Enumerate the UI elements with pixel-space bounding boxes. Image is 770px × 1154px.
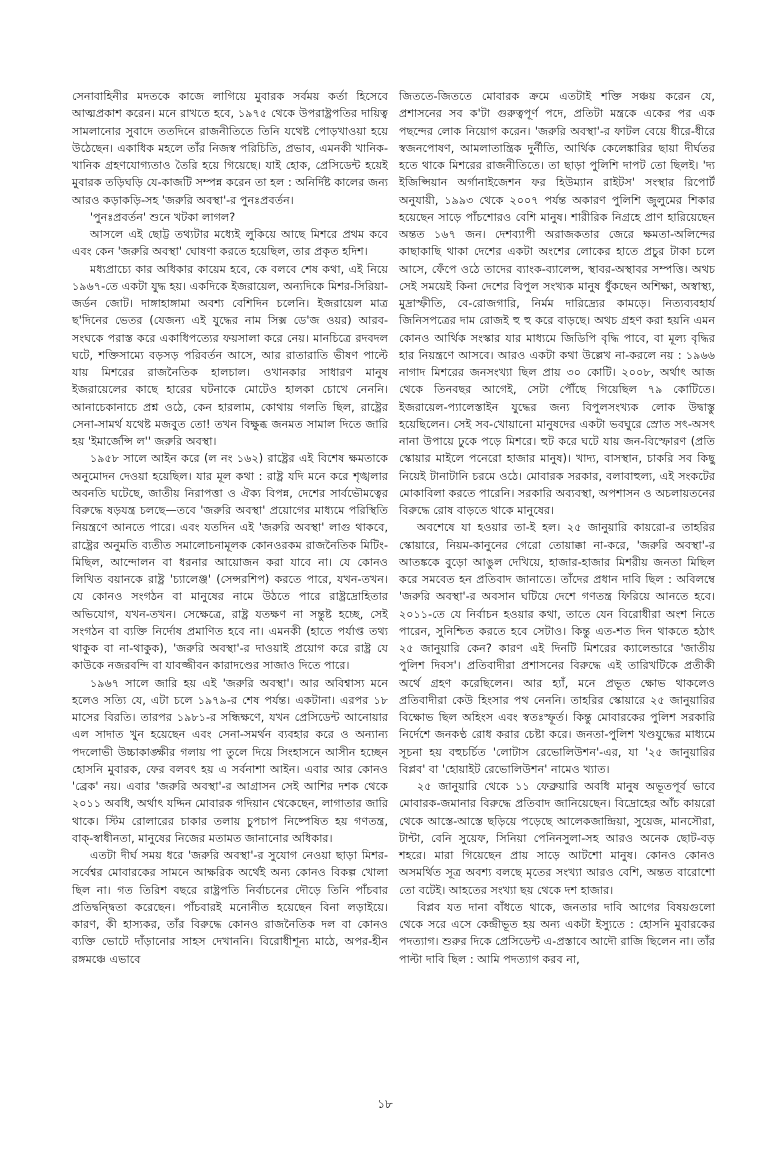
paragraph: বিপ্লব যত দানা বাঁধতে থাকে, জনতার দাবি আগের বিষয়গুলো থেকে সরে এসে কেন্দ্রীভূত হয় অন্য একটা ইস্যুতে : হোসনি মুবারকের পদত্যাগ। শুরুর দিকে প্রেসিডেন্ট এ-প্রস্তাবে আদৌ রাজি ছিলেন না। তাঁর পাল্টা দাবি ছিল : আমি পদত্যাগ করব না, xyxy=(399,900,715,966)
paragraph: আসলে এই ছোট্ট তথ্যটার মধ্যেই লুকিয়ে আছে মিশরে প্রথম কবে এবং কেন 'জরুরি অবস্থা' ঘোষণা করতে হয়েছিল, তার প্রকৃত হদিশ। xyxy=(72,228,388,259)
paragraph: এতটা দীর্ঘ সময় ধরে 'জরুরি অবস্থা'-র সুযোগ নেওয়া ছাড়া মিশর-সর্বেশ্বর মোবারকের সামনে আক্ষরিক অর্থেই অন্য কোনও বিকল্প খোলা ছিল না। গত তিরিশ বছরে রাষ্ট্রপতি নির্বাচনের দৌড়ে তিনি পাঁচবার প্রতিদ্বন্দ্বিতা করেছেন। পাঁচবারই মনোনীত হয়েছেন বিনা লড়াইয়ে। কারণ, কী হাস্যকর, তাঁর বিরুদ্ধে কোনও রাজনৈতিক দল বা কোনও ব্যক্তি ভোটে দাঁড়ানোর সাহস দেখাননি। বিরোধীশূন্য মাঠে, অপর-হীন রঙ্গমঞ্চে এভাবে xyxy=(72,849,388,966)
paragraph: 'পুনঃপ্রবর্তন' শুনে খটকা লাগল? xyxy=(90,210,236,224)
left-column xyxy=(72,88,388,968)
paragraph: জিততে-জিততে মোবারক ক্রমে এতটাই শক্তি সঞ্চয় করেন যে, প্রশাসনের সব ক'টা গুরুত্বপূর্ণ পদে, প্রতিটা মন্ত্রকে একের পর এক পছন্দের লোক নিয়োগ করেন। 'জরুরি অবস্থা'-র ফাটল বেয়ে ধীরে-ধীরে স্বজনপোষণ, আমলাতান্ত্রিক দুর্নীতি, আর্থিক কেলেঙ্কারির ছায়া দীর্ঘতর হতে থাকে মিশরের রাজনীতিতে। তা ছাড়া পুলিশি দাপট তো ছিলই। 'দ্য ইজিপ্সিয়ান অর্গানাইজেশন ফর হিউম্যান রাইটস' সংস্থার রিপোর্ট অনুযায়ী, ১৯৯৩ থেকে ২০০৭ পর্যন্ত অকারণ পুলিশি জুলুমের শিকার হয়েছেন সাড়ে পাঁচশোরও বেশি মানুষ। শারীরিক নিগ্রহে প্রাণ হারিয়েছেন অন্তত ১৬৭ জন। দেশব্যাপী অরাজকতার জেরে ক্ষমতা-অলিন্দের কাছাকাছি থাকা দেশের একটা অংশের লোকের হাতে প্রচুর টাকা চলে আসে, ফেঁপে ওঠে তাদের ব্যাংক-ব্যালেন্স, স্থাবর-অস্থাবর সম্পত্তি। অথচ সেই সময়েই কিনা দেশের বিপুল সংখ্যক মানুষ ধুঁকছেন অশিক্ষা, অস্বাস্থ্য, মুদ্রাস্ফীতি, বে-রোজগারি, নির্মম দারিদ্র্যের কামড়ে। নিত্যব্যবহার্য জিনিসপত্রের দাম রোজই হু হু করে বাড়ছে। অথচ গ্রহণ করা হয়নি এমন কোনও আর্থিক সংস্কার যার মাধ্যমে জিডিপি বৃদ্ধি পাবে, বা মূল্য বৃদ্ধির হার নিয়ন্ত্রণে আসবে। আরও একটা কথা উল্লেখ না-করলে নয় : ১৯৬৬ নাগাদ মিশরের জনসংখ্যা ছিল প্রায় ৩০ কোটি। ২০০৮, অর্থাৎ আজ থেকে তিনবছর আগেই, সেটা পৌঁছে গিয়েছিল ৭৯ কোটিতে। ইজরায়েল-প্যালেস্তাইন যুদ্ধের জন্য বিপুলসংখ্যক লোক উদ্বাস্তু হয়েছিলেন। সেই সব-খোয়ানো মানুষদের একটা ভবঘুরে স্রোত সৎ-অসৎ নানা উপায়ে ঢুকে পড়ে মিশরে। হুট করে ঘটে যায় জন-বিস্ফোরণ (প্রতি স্কোয়ার মাইলে পনেরো হাজার মানুষ)। খাদ্য, বাসস্থান, চাকরি সব কিছু নিয়েই টানাটানি চরমে ওঠে। মোবারক সরকার, বলাবাহুল্য, এই সংকটের মোকাবিলা করতে পারেনি। সরকারি অব্যবস্থা, অপশাসন ও অচলায়তনের বিরুদ্ধে রোষ বাড়তে থাকে মানুষের। xyxy=(399,90,715,517)
paragraph: ২৫ জানুয়ারি থেকে ১১ ফেব্রুয়ারি অবধি মানুষ অভূতপূর্ব ভাবে মোবারক-জমানার বিরুদ্ধে প্রতিবাদ জানিয়েছেন। বিদ্রোহের আঁচ কায়রো থেকে আস্তে-আস্তে ছড়িয়ে পড়েছে আলেকজান্দ্রিয়া, সুয়েজ, মানসৌরা, টান্টা, বেনি সুয়েফ, সিনিয়া পেনিনসুলা-সহ আরও অনেক ছোট-বড় শহরে। মারা গিয়েছেন প্রায় সাড়ে আটশো মানুষ। কোনও কোনও অসমর্থিত সূত্র অবশ্য বলছে মৃতের সংখ্যা আরও বেশি, অন্তত বারোশো তো বটেই। আহতের সংখ্যা ছয় থেকে দশ হাজার। xyxy=(399,780,715,897)
right-column xyxy=(399,88,715,968)
paragraph: মধ্যপ্রাচ্যে কার অধিকার কায়েম হবে, কে বলবে শেষ কথা, এই নিয়ে ১৯৬৭-তে একটা যুদ্ধ হয়। একদিকে ইজরায়েল, অন্যদিকে মিশর-সিরিয়া-জর্ডন জোট। দাঙ্গাহাঙ্গামা অবশ্য বেশিদিন চলেনি। ইজরায়েল মাত্র ছ'দিনের ভেতর (যেজন্য এই যুদ্ধের নাম সিক্স ডে'জ ওয়র) আরব-সংঘকে পরাস্ত করে একাধিপত্যের ফয়সালা করে নেয়। মানচিত্রে রদবদল ঘটে, শক্তিসাম্যে বড়সড় পরিবর্তন আসে, আর রাতারাতি ভীষণ পাল্টে যায় মিশরের রাজনৈতিক হালচাল। ওখানকার সাধারণ মানুষ ইজরায়েলের কাছে হারের ঘটনাকে মোটেও হালকা চোখে নেননি। আনাচেকানাচে প্রশ্ন ওঠে, কেন হারলাম, কোথায় গলতি ছিল, রাষ্ট্রের সেনা-সামর্থ যথেষ্ট মজবুত তো! তখন বিক্ষুব্ধ জনমত সামাল দিতে জারি হয় 'ইমার্জেন্সি ল'' জরুরি অবস্থা। xyxy=(72,262,388,448)
paragraph: সেনাবাহিনীর মদতকে কাজে লাগিয়ে মুবারক সর্বময় কর্তা হিসেবে আত্মপ্রকাশ করেন। মনে রাখতে হবে, ১৯৭৫ থেকে উপরাষ্ট্রপতির দায়িত্ব সামলানোর সুবাদে ততদিনে রাজনীতিতে তিনি যথেষ্ট পোড়খাওয়া হয়ে উঠেছেন। একাধিক মহলে তাঁর নিজস্ব পরিচিতি, প্রভাব, এমনকী খানিক-খানিক গ্রহণযোগ্যতাও তৈরি হয়ে গিয়েছে। যাই হোক, প্রেসিডেন্ট হয়েই মুবারক তড়িঘড়ি যে-কাজটি সম্পন্ন করেন তা হল : অনির্দিষ্ট কালের জন্য আরও কড়াকড়ি-সহ 'জরুরি অবস্থা'-র পুনঃপ্রবর্তন। xyxy=(72,90,388,207)
paragraph: ১৯৬৭ সালে জারি হয় এই 'জরুরি অবস্থা'। আর অবিশ্বাস্য মনে হলেও সত্যি যে, এটা চলে ১৯৭৯-র শেষ পর্যন্ত। একটানা। এরপর ১৮ মাসের বিরতি। তারপর ১৯৮১-র সন্ধিক্ষণে, যখন প্রেসিডেন্ট আনোয়ার এল সাদাত খুন হয়েছেন এবং সেনা-সমর্থন ব্যবহার করে ও অন্যান্য পদলোভী উচ্চাকাঙ্ক্ষীর গলায় পা তুলে দিয়ে সিংহাসনে আসীন হচ্ছেন হোসনি মুবারক, ফের বলবৎ হয় এ সর্বনাশা আইন। এবার আর কোনও 'ব্রেক' নয়। এবার 'জরুরি অবস্থা'-র আগ্রাসন সেই আশির দশক থেকে ২০১১ অবধি, অর্থাৎ যদ্দিন মোবারক গদিয়ান থেকেছেন, লাগাতার জারি থাকে। স্টিম রোলারের চাকার তলায় চুপচাপ নিষ্পেষিত হয় গণতন্ত্র, বাক্-স্বাধীনতা, মানুষের নিজের মতামত জানানোর অধিকার। xyxy=(72,676,388,845)
paragraph: ১৯৫৮ সালে আইন করে (ল নং ১৬২) রাষ্ট্রের এই বিশেষ ক্ষমতাকে অনুমোদন দেওয়া হয়েছিল। যার মূল কথা : রাষ্ট্র যদি মনে করে শৃঙ্খলার অবনতি ঘটেছে, জাতীয় নিরাপত্তা ও ঐক্য বিপন্ন, দেশের সার্বভৌমত্বের বিরুদ্ধে ষড়যন্ত্র চলছে—তবে 'জরুরি অবস্থা' প্রয়োগের মাধ্যমে পরিস্থিতি নিয়ন্ত্রণে আনতে পারে। এবং যতদিন এই 'জরুরি অবস্থা' লাগু থাকবে, রাষ্ট্রের অনুমতি ব্যতীত সমালোচনামূলক কোনওরকম রাজনৈতিক মিটিং-মিছিল, আন্দোলন বা ধরনার আয়োজন করা যাবে না। যে কোনও লিখিত বয়ানকে রাষ্ট্র 'চ্যালেঞ্জ' (সেন্সরশিপ) করতে পারে, যখন-তখন। যে কোনও সংগঠন বা মানুষের নামে উঠতে পারে রাষ্ট্রদ্রোহিতার অভিযোগ, যখন-তখন। সেক্ষেত্রে, রাষ্ট্র যতক্ষণ না সন্তুষ্ট হচ্ছে, সেই সংগঠন বা ব্যক্তি নির্দোষ প্রমাণিত হবে না। এমনকী (হাতে পর্যাপ্ত তথ্য থাকুক বা না-থাকুক), 'জরুরি অবস্থা'-র দাওয়াই প্রয়োগ করে রাষ্ট্র যে কাউকে নজরবন্দি বা যাবজ্জীবন কারাদণ্ডের সাজাও দিতে পারে। xyxy=(72,452,388,673)
page-number: ১৮ xyxy=(377,1097,393,1111)
paragraph: অবশেষে যা হওয়ার তা-ই হল। ২৫ জানুয়ারি কায়রো-র তাহরির স্কোয়ারে, নিয়ম-কানুনের গেরো তোয়াক্কা না-করে, 'জরুরি অবস্থা'-র আতঙ্ককে বুড়ো আঙুল দেখিয়ে, হাজার-হাজার মিশরীয় জনতা মিছিল করে সমবেত হন প্রতিবাদ জানাতে। তাঁদের প্রধান দাবি ছিল : অবিলম্বে 'জরুরি অবস্থা'-র অবসান ঘটিয়ে দেশে গণতন্ত্র ফিরিয়ে আনতে হবে। ২০১১-তে যে নির্বাচন হওয়ার কথা, তাতে যেন বিরোধীরা অংশ নিতে পারেন, সুনিশ্চিত করতে হবে সেটাও। কিন্তু এত-শত দিন থাকতে হঠাৎ ২৫ জানুয়ারি কেন? কারণ এই দিনটি মিশরের ক্যালেন্ডারে 'জাতীয় পুলিশ দিবস'। প্রতিবাদীরা প্রশাসনের বিরুদ্ধে এই তারিখটিকে প্রতীকী অর্থে গ্রহণ করেছিলেন। আর হ্যাঁ, মনে প্রভূত ক্ষোভ থাকলেও প্রতিবাদীরা কেউ হিংসার পথ নেননি। তাহরির স্কোয়ারে ২৫ জানুয়ারির বিক্ষোভ ছিল অহিংস এবং স্বতঃস্ফূর্ত। কিন্তু মোবারকের পুলিশ সরকারি নির্দেশে জনকণ্ঠ রোধ করার চেষ্টা করে। জনতা-পুলিশ খণ্ডযুদ্ধের মাধ্যমে সূচনা হয় বহুচর্চিত 'লোটাস রেভোলিউশন'-এর, যা '২৫ জানুয়ারির বিপ্লব' বা 'হোয়াইট রেভোলিউশন' নামেও খ্যাত। xyxy=(399,521,715,776)
